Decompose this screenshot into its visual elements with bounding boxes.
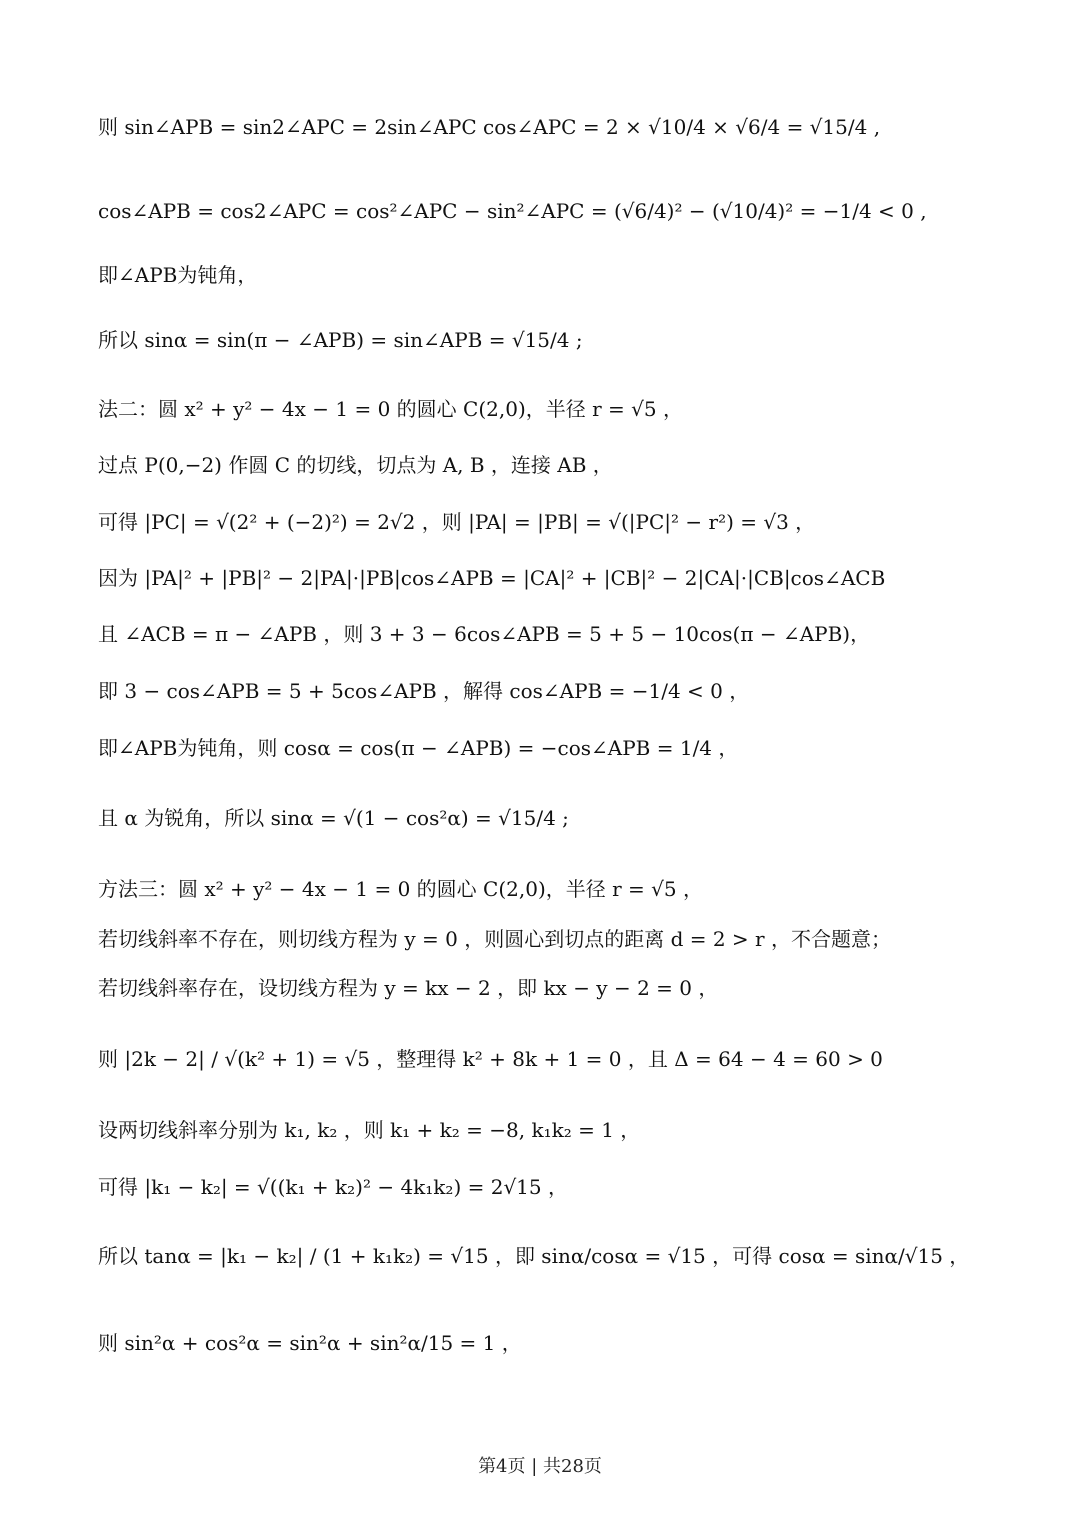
line-11: 即∠APB为钝角，则 cosα = cos(π − ∠APB) = −cos∠APB = 1/4 ， <box>98 736 739 760</box>
line-20: 则 sin²α + cos²α = sin²α + sin²α/15 = 1 ， <box>98 1331 522 1355</box>
page-footer: 第4页 | 共28页 <box>478 1456 602 1477</box>
line-10: 即 3 − cos∠APB = 5 + 5cos∠APB ，解得 cos∠APB = −1/4 < 0 ， <box>98 679 750 703</box>
line-12: 且 α 为锐角，所以 sinα = √(1 − cos²α) = √15/4 ; <box>98 806 569 830</box>
line-3: 即∠APB为钝角， <box>98 263 258 287</box>
line-16: 则 |2k − 2| / √(k² + 1) = √5 ，整理得 k² + 8k + 1 = 0 ，且 Δ = 64 − 4 = 60 > 0 <box>98 1047 883 1071</box>
line-13: 方法三：圆 x² + y² − 4x − 1 = 0 的圆心 C(2,0)，半径 r = √5 ， <box>98 877 703 901</box>
line-5: 法二：圆 x² + y² − 4x − 1 = 0 的圆心 C(2,0)，半径 r = √5 ， <box>98 397 683 421</box>
line-2: cos∠APB = cos2∠APC = cos²∠APC − sin²∠APC = (√6/4)² − (√10/4)² = −1/4 < 0 , <box>98 199 927 223</box>
line-9: 且 ∠ACB = π − ∠APB ，则 3 + 3 − 6cos∠APB = 5 + 5 − 10cos(π − ∠APB)， <box>98 622 871 646</box>
line-6: 过点 P(0,−2) 作圆 C 的切线，切点为 A, B ，连接 AB ， <box>98 453 613 477</box>
line-7: 可得 |PC| = √(2² + (−2)²) = 2√2 ，则 |PA| = |PB| = √(|PC|² − r²) = √3 ， <box>98 510 816 534</box>
line-18: 可得 |k₁ − k₂| = √((k₁ + k₂)² − 4k₁k₂) = 2√15 ， <box>98 1175 568 1199</box>
line-1: 则 sin∠APB = sin2∠APC = 2sin∠APC cos∠APC = 2 × √10/4 × √6/4 = √15/4 , <box>98 115 881 139</box>
line-17: 设两切线斜率分别为 k₁, k₂ ，则 k₁ + k₂ = −8, k₁k₂ = 1 ， <box>98 1118 641 1142</box>
line-4: 所以 sinα = sin(π − ∠APB) = sin∠APB = √15/4 ; <box>98 328 583 352</box>
line-8: 因为 |PA|² + |PB|² − 2|PA|·|PB|cos∠APB = |CA|² + |CB|² − 2|CA|·|CB|cos∠ACB <box>98 566 886 590</box>
line-14: 若切线斜率不存在，则切线方程为 y = 0 ，则圆心到切点的距离 d = 2 > r ，不合题意； <box>98 927 891 951</box>
line-15: 若切线斜率存在，设切线方程为 y = kx − 2 ，即 kx − y − 2 = 0 ， <box>98 976 719 1000</box>
line-19: 所以 tanα = |k₁ − k₂| / (1 + k₁k₂) = √15 ，即 sinα/cosα = √15 ，可得 cosα = sinα/√15 ， <box>98 1244 970 1268</box>
